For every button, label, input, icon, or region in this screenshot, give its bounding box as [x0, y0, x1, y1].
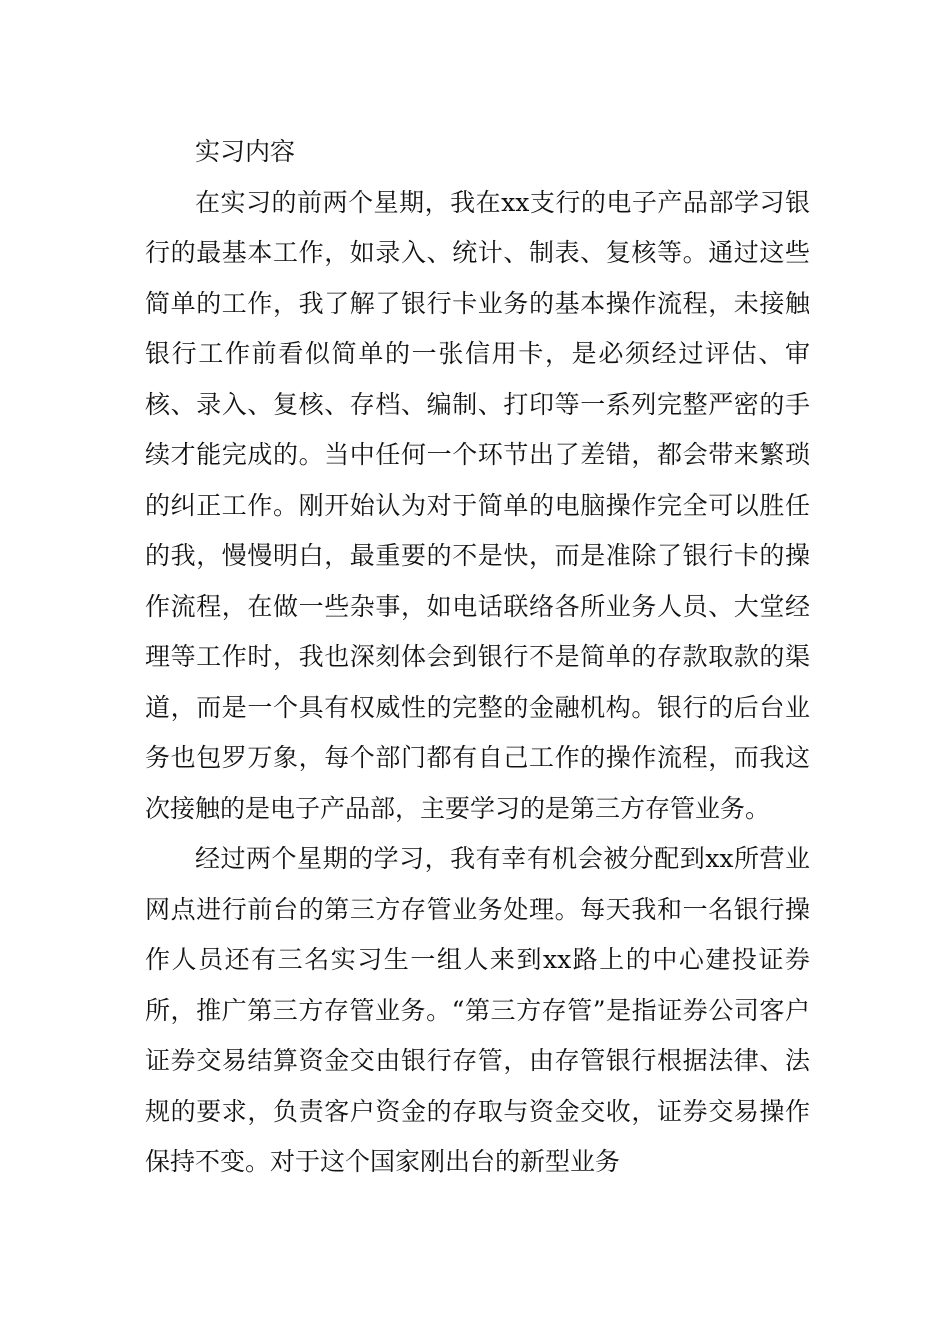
document-body [145, 127, 810, 1188]
paragraph-2: 经过两个星期的学习，我有幸有机会被分配到xx所营业网点进行前台的第三方存管业务处理。每天我和一名银行操作人员还有三名实习生一组人来到xx路上的中心建投证券所，推广第三方存管业务。“第三方存管”是指证券公司客户证券交易结算资金交由银行存管，由存管银行根据法律、法规的要求，负责客户资金的存取与资金交收，证券交易操作保持不变。对于这个国家刚出台的新型业务 [145, 844, 810, 1176]
paragraph-1: 在实习的前两个星期，我在xx支行的电子产品部学习银行的最基本工作，如录入、统计、制表、复核等。通过这些简单的工作，我了解了银行卡业务的基本操作流程，未接触银行工作前看似简单的一张信用卡，是必须经过评估、审核、录入、复核、存档、编制、打印等一系列完整严密的手续才能完成的。当中任何一个环节出了差错，都会带来繁琐的纠正工作。刚开始认为对于简单的电脑操作完全可以胜任的我，慢慢明白，最重要的不是快，而是准除了银行卡的操作流程，在做一些杂事，如电话联络各所业务人员、大堂经理等工作时，我也深刻体会到银行不是简单的存款取款的渠道，而是一个具有权威性的完整的金融机构。银行的后台业务也包罗万象，每个部门都有自己工作的操作流程，而我这次接触的是电子产品部，主要学习的是第三方存管业务。 [145, 187, 810, 823]
section-heading: 实习内容 [195, 137, 296, 166]
